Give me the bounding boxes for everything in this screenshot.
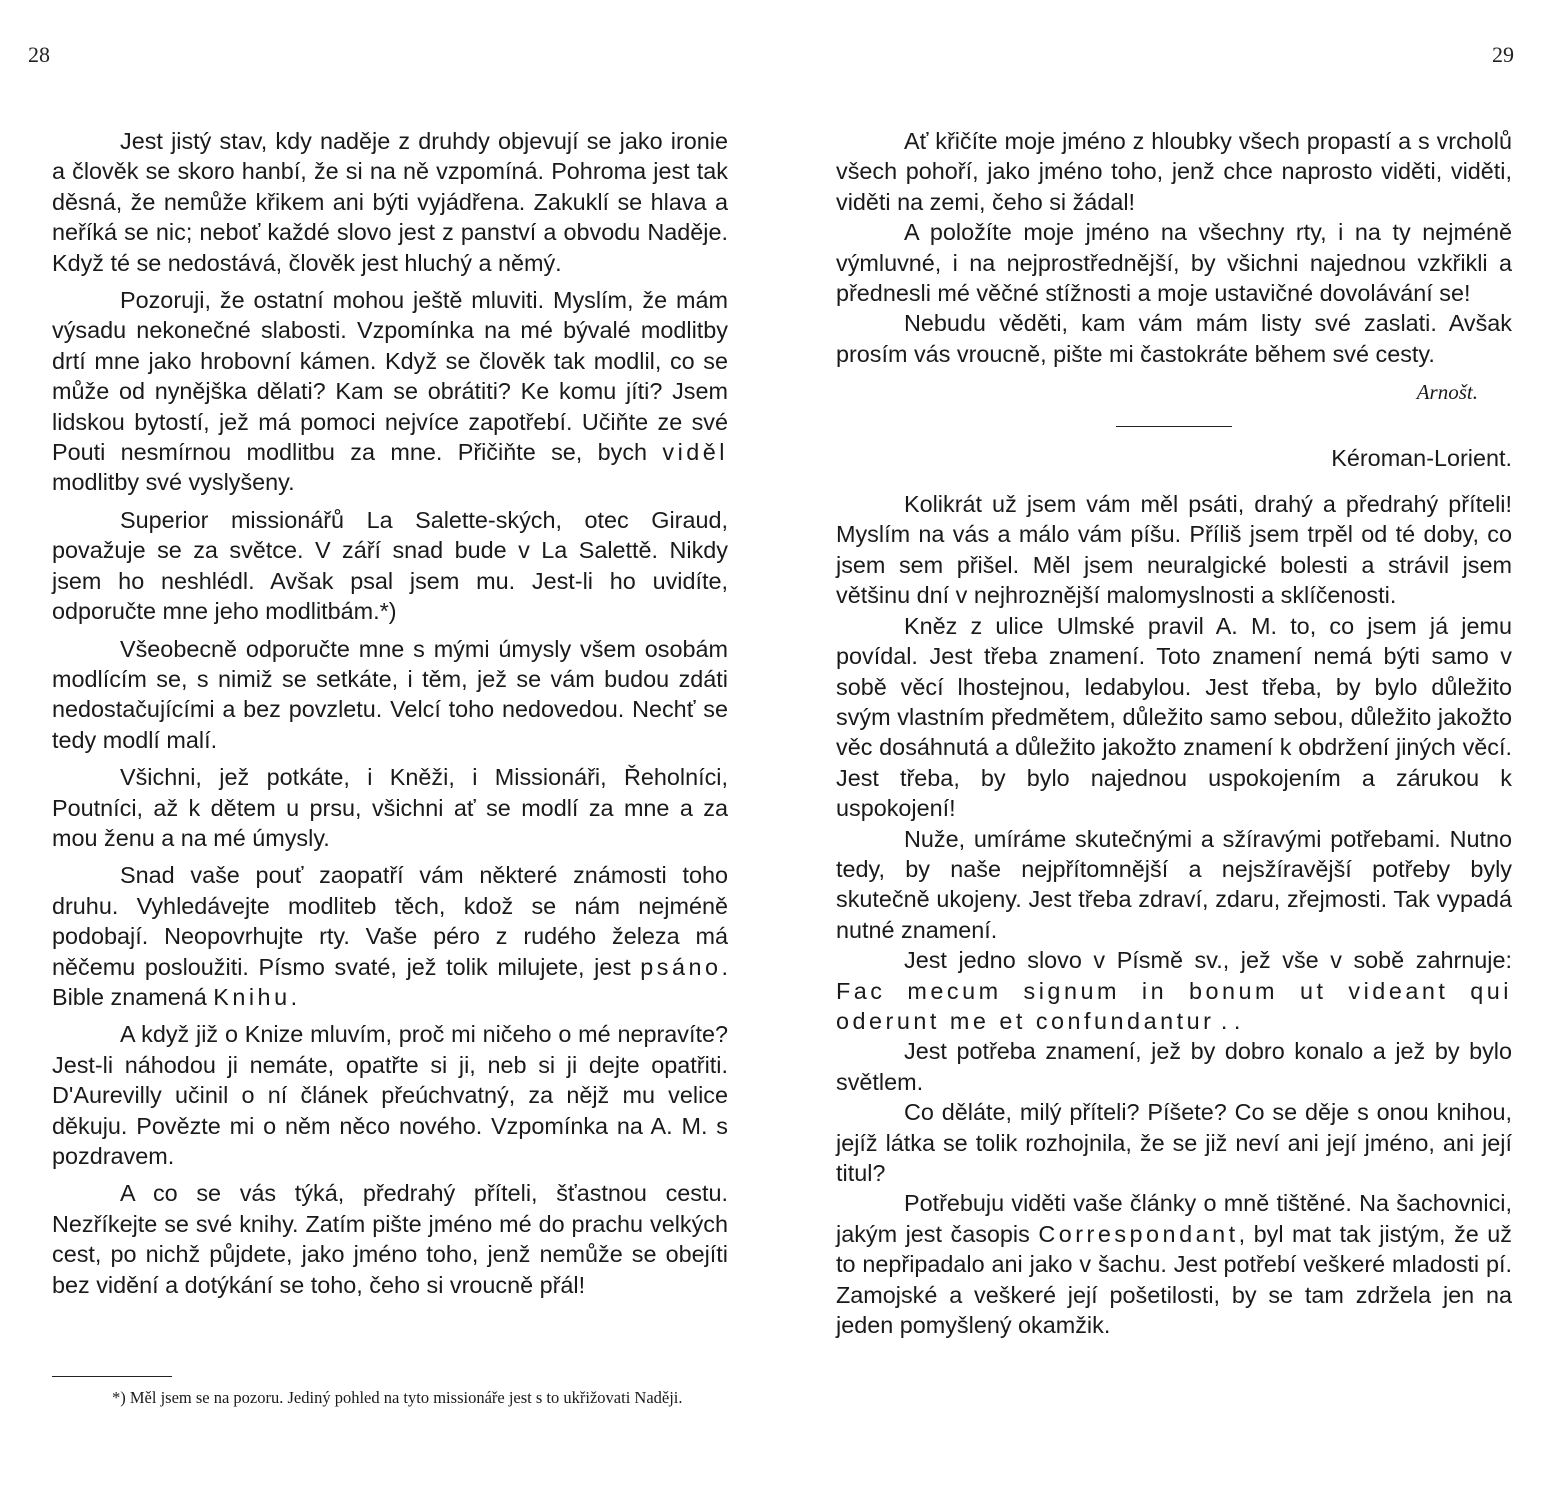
spaced-word: viděl (662, 439, 728, 466)
paragraph: A co se vás týká, předrahý příteli, šťastnou cestu. Nezříkejte se své knihy. Zatím pište jméno mé do prachu velkých cest, po nichž půjdete, jako jméno toho, jenž nemůže se obejíti bez vidění a dotýkání se toho, čeho si vroucně přál! (52, 1180, 728, 1298)
paragraph (836, 945, 1512, 1036)
paragraph: Všichni, jež potkáte, i Kněži, i Missionáři, Řeholníci, Poutníci, až k dětem u prsu, všichni ať se modlí za mne a za mou ženu a na mé úmysly. (52, 764, 728, 851)
right-page (780, 0, 1560, 1500)
paragraph-text: Potřebuju viděti vaše články o mně tištěné. Na šachovnici, jakým jest časopis (836, 1190, 1512, 1247)
paragraph-text: Jest jedno slovo v Písmě sv., jež vše v sobě zahrnuje: (904, 947, 1512, 974)
latin-quote: Fac mecum signum in bonum ut videant qui oderunt me et confundantur (836, 977, 1512, 1034)
paragraph-text: , byl mat tak jistým, že už to nepřipadalo ani jako v šachu. Jest potřebí veškeré mladosti pí. Zamojské a veškeré její pošetilosti, by se tam zdržela jen na jeden pomyšlený okamžik. (836, 1220, 1512, 1339)
paragraph-text: . Bible znamená (52, 953, 728, 1010)
paragraph: Kolikrát už jsem vám měl psáti, drahý a předrahý příteli! Myslím na vás a málo vám píšu. Příliš jsem trpěl od té doby, co jsem sem přišel. Měl jsem neuralgické bolesti a strávil jsem většinu dní v nejhroznější malomyslnosti a sklíčenosti. (836, 491, 1512, 609)
paragraph-text: . (290, 983, 298, 1010)
page-number-right: 29 (1492, 42, 1514, 67)
paragraph: Všeobecně odporučte mne s mými úmysly všem osobám modlícím se, s nimiž se setkáte, i těm, jež se vám budou zdáti nedostačujícími a bez povzletu. Velcí toho nedovedou. Nechť se tedy modlí malí. (52, 635, 728, 753)
spaced-word: Correspondant (1038, 1220, 1239, 1247)
paragraph: Nebudu věděti, kam vám mám listy své zaslati. Avšak prosím vás vroucně, pište mi častokráte během své cesty. (836, 310, 1512, 367)
footnote-rule (52, 1376, 172, 1377)
paragraph-text: modlitby své vyslyšeny. (52, 469, 295, 496)
paragraph: Jest potřeba znamení, jež by dobro konalo a jež by bylo světlem. (836, 1038, 1512, 1095)
paragraph-text: Pozoruji, že ostatní mohou ještě mluviti. Myslím, že mám výsadu nekonečné slabosti. Vzpomínka na mé bývalé modlitby drtí mne jako hrobovní kámen. Když se člověk tak modlil, co se může od nynějška dělati? Kam se obrátiti? Ke komu jíti? Jsem lidskou bytostí, jež má pomoci nejvíce zapotřebí. Učiňte ze své Pouti nesmírnou modlitbu za mne. Přičiňte se, bych (52, 287, 728, 466)
paragraph-text: . . (1214, 1007, 1241, 1034)
paragraph: A když již o Knize mluvím, proč mi ničeho o mé nepravíte? Jest-li náhodou ji nemáte, opatřte si ji, neb si ji dejte opatřiti. D'Aurevilly učinil o ní článek přeúchvatný, za nějž mu velice děkuju. Povězte mi o něm něco nového. Vzpomínka na A. M. s pozdravem. (52, 1021, 728, 1169)
footnote: *) Měl jsem se na pozoru. Jediný pohled na tyto missionáře jest s to ukřižovati Naději. (112, 1388, 683, 1407)
section-divider (1116, 426, 1232, 427)
paragraph: Ať křičíte moje jméno z hloubky všech propastí a s vrcholů všech pohoří, jako jméno toho, jenž chce naprosto viděti, viděti, viděti na zemi, čeho si žádal! (836, 128, 1512, 215)
paragraph: Kněz z ulice Ulmské pravil A. M. to, co jsem já jemu povídal. Jest třeba znamení. Toto znamení nemá býti samo v sobě věcí lhostejnou, ledabylou. Jest třeba, by bylo důležito svým vlastním předmětem, důležito samo sebou, důležito jakožto věc dosáhnutá a důležito jakožto znamení k obdržení jiných věcí. Jest třeba, by bylo najednou uspokojením a zárukou k uspokojení! (836, 612, 1512, 822)
paragraph (52, 860, 728, 1012)
paragraph: Co děláte, milý příteli? Píšete? Co se děje s onou knihou, jejíž látka se tolik rozhojnila, že se již neví ani její jméno, ani její titul? (836, 1099, 1512, 1186)
spaced-word: Knihu (213, 983, 291, 1010)
left-text-column (52, 126, 728, 1300)
spaced-word: psáno (640, 953, 722, 980)
paragraph: Superior missionářů La Salette-ských, otec Giraud, považuje se za světce. V září snad bude v La Salettě. Nikdy jsem ho neshlédl. Avšak psal jsem mu. Jest-li ho uvidíte, odporučte mne jeho modlitbám.*) (52, 506, 728, 625)
signature: Arnošt. (1416, 380, 1478, 405)
paragraph (52, 285, 728, 498)
paragraph: Jest jistý stav, kdy naděje z druhdy objevují se jako ironie a člověk se skoro hanbí, že si na ně vzpomíná. Pohroma jest tak děsná, že nemůže křikem ani býti vyjádřena. Zakuklí se hlava a neříká se nic; neboť každé slovo jest z panství a obvodu Naděje. Když té se nedostává, člověk jest hluchý a němý. (52, 128, 728, 276)
paragraph: A položíte moje jméno na všechny rty, i na ty nejméně výmluvné, i na nejprostřednější, by všichni najednou vzkřikli a přednesli mé věčné stížnosti a moje ustavičné dovolávání se! (836, 219, 1512, 307)
paragraph-text: Snad vaše pouť zaopatří vám některé známosti toho druhu. Vyhledávejte modliteb těch, kdož se nám nejméně podobají. Neopovrhujte rty. Vaše péro z rudého železa má něčemu posloužiti. Písmo svaté, jež tolik milujete, jest (52, 862, 728, 980)
location-heading: Kéroman-Lorient. (1331, 444, 1512, 471)
paragraph: Nuže, umíráme skutečnými a sžíravými potřebami. Nutno tedy, by naše nejpřítomnější a nejsžíravější potřeby byly skutečně ukojeny. Jest třeba zdraví, zdaru, zřejmosti. Tak vypadá nutné znamení. (836, 825, 1512, 943)
paragraph (836, 1188, 1512, 1340)
right-text-column (836, 126, 1512, 1340)
page-number-left: 28 (28, 42, 50, 67)
